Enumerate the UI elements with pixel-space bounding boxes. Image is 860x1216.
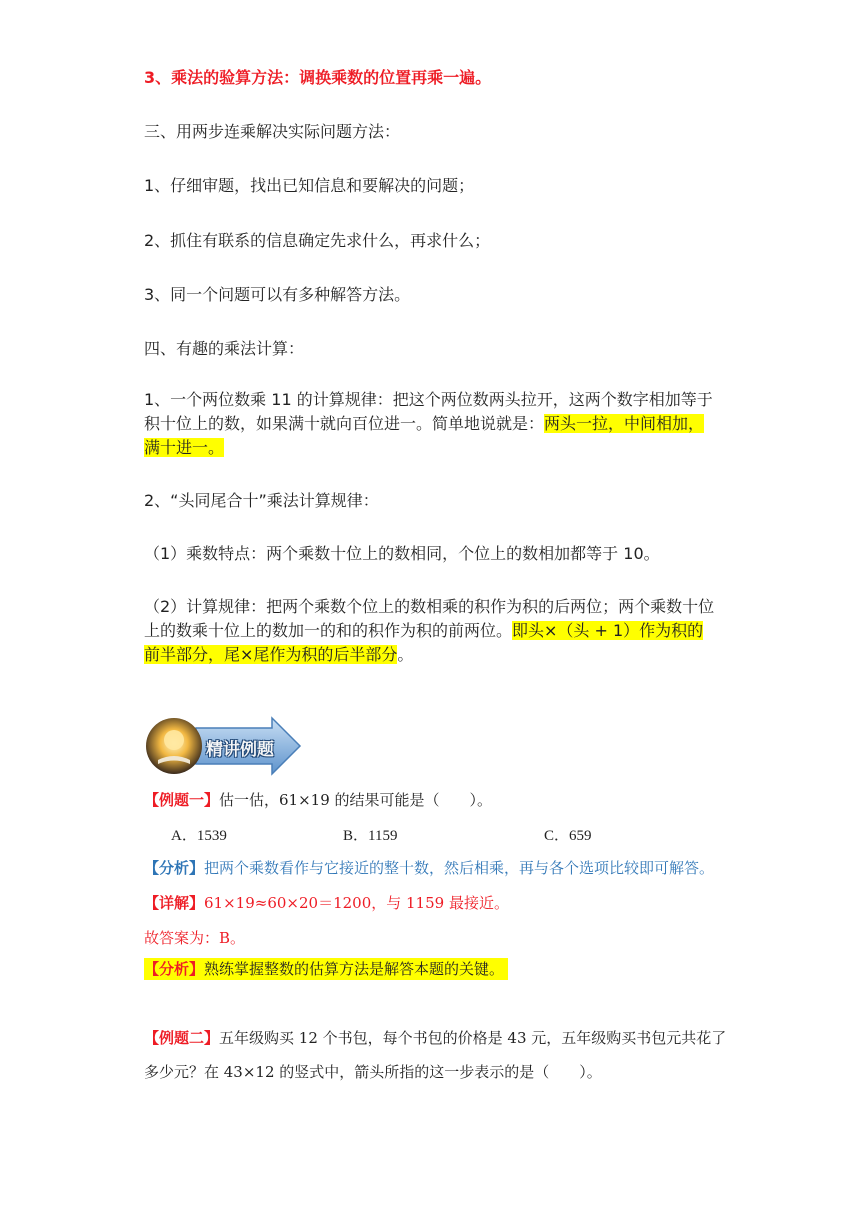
rule-calc — [144, 595, 719, 667]
rule-3-verification: 3、乘法的验算方法：调换乘数的位置再乘一遍。 — [144, 68, 492, 87]
section-3-heading: 三、用两步连乘解决实际问题方法： — [144, 122, 401, 141]
detail — [144, 891, 509, 915]
example-1-tag: 【例题一】 — [144, 791, 220, 809]
rule-calc-summary: 即头×（头 + 1）作为积的前半部分，尾×尾作为积的后半部分 — [144, 621, 704, 664]
example-1-question: 估一估，61×19 的结果可能是（ ）。 — [219, 791, 493, 809]
option-c: C．659 — [544, 828, 592, 844]
example-2-line-1 — [144, 1026, 726, 1050]
example-2-line-2: 多少元？在 43×12 的竖式中，箭头所指的这一步表示的是（ ）。 — [144, 1063, 602, 1081]
option-b: B．1159 — [343, 828, 398, 844]
analysis-2-text: 熟练掌握整数的估算方法是解答本题的关键。 — [204, 960, 505, 978]
analysis-1 — [144, 856, 714, 880]
step-2: 2、抓住有联系的信息确定先求什么，再求什么； — [144, 231, 491, 250]
banner-label: 精讲例题 — [206, 740, 274, 760]
analysis-2 — [144, 956, 508, 982]
rule-multiply-11-summary: 两头一拉，中间相加，满十进一。 — [144, 414, 705, 457]
rule-feature: （1）乘数特点：两个乘数十位上的数相同，个位上的数相加都等于 10。 — [144, 544, 660, 563]
analysis-1-tag: 【分析】 — [144, 859, 205, 877]
analysis-2-tag: 【分析】 — [144, 960, 205, 978]
rule-head-same-tail-ten: 2、“头同尾合十”乘法计算规律： — [144, 491, 379, 510]
analysis-1-text: 把两个乘数看作与它接近的整十数，然后相乘，再与各个选项比较即可解答。 — [204, 859, 715, 877]
answer: 故答案为：B。 — [144, 929, 246, 947]
option-a: A．1539 — [171, 828, 227, 844]
detail-text: 61×19≈60×20＝1200，与 1159 最接近。 — [204, 894, 509, 912]
detail-tag: 【详解】 — [144, 894, 205, 912]
rule-multiply-11 — [144, 388, 719, 460]
step-1: 1、仔细审题，找出已知信息和要解决的问题； — [144, 176, 475, 195]
step-3: 3、同一个问题可以有多种解答方法。 — [144, 285, 411, 304]
rule-multiply-11-text: 1、一个两位数乘 11 的计算规律：把这个两位数两头拉开，这两个数字相加等于积十位上的数，如果满十就向百位进一。简单地说就是： — [144, 390, 713, 433]
rule-calc-text: （2）计算规律：把两个乘数个位上的数相乘的积作为积的后两位；两个乘数十位上的数乘十位上的数加一的和的积作为积的前两位。 — [144, 597, 715, 640]
section-4-heading: 四、有趣的乘法计算： — [144, 339, 305, 358]
example-1 — [144, 788, 492, 812]
example-2-text-1: 五年级购买 12 个书包，每个书包的价格是 43 元，五年级购买书包元共花了 — [219, 1029, 727, 1047]
example-2-tag: 【例题二】 — [144, 1029, 220, 1047]
rule-calc-period: 。 — [397, 645, 414, 664]
analysis-2-highlight — [144, 958, 508, 980]
